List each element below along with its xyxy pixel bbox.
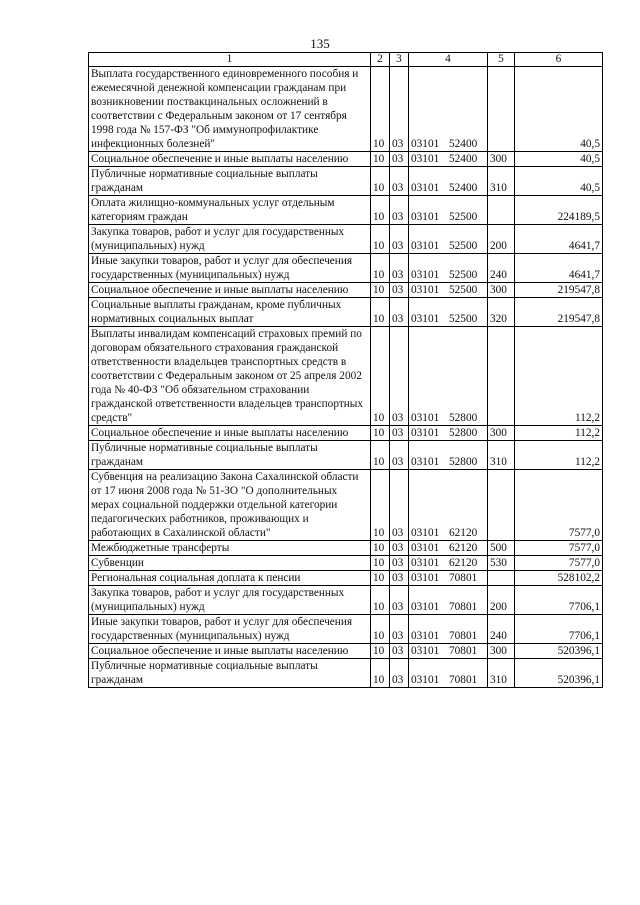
row-rz-cell: 10 (371, 298, 390, 327)
row-pr-cell: 03 (390, 441, 409, 470)
row-csr-cell (409, 556, 488, 571)
row-name-cell: Социальное обеспечение и иные выплаты населению (89, 644, 371, 659)
csr-program-code: 03101 (411, 240, 440, 252)
row-vr-cell (488, 67, 515, 152)
csr-direction-code: 52400 (449, 138, 478, 150)
row-vr-cell: 310 (488, 441, 515, 470)
row-csr-cell (409, 196, 488, 225)
row-amount-cell: 7577,0 (515, 470, 603, 541)
row-amount-cell: 40,5 (515, 152, 603, 167)
budget-table (88, 52, 603, 688)
row-name-cell: Иные закупки товаров, работ и услуг для обеспечения государственных (муниципальных) нужд (89, 615, 371, 644)
row-rz-cell: 10 (371, 659, 390, 688)
csr-program-code: 03101 (411, 674, 440, 686)
csr-program-code: 03101 (411, 527, 440, 539)
row-name-cell: Субвенция на реализацию Закона Сахалинской области от 17 июня 2008 года № 51-ЗО "О дополнительных мерах социальной поддержки отдельной категории педагогических работников, проживающих и работающих в Сахалинской области" (89, 470, 371, 541)
row-rz-cell: 10 (371, 556, 390, 571)
row-csr-cell (409, 441, 488, 470)
csr-direction-code: 52500 (449, 240, 478, 252)
csr-program-code: 03101 (411, 601, 440, 613)
row-name-cell: Социальное обеспечение и иные выплаты населению (89, 426, 371, 441)
csr-direction-code: 52500 (449, 313, 478, 325)
header-row (89, 53, 603, 67)
row-csr-cell (409, 615, 488, 644)
row-pr-cell: 03 (390, 586, 409, 615)
table-row (89, 67, 603, 152)
row-pr-cell: 03 (390, 556, 409, 571)
table-row (89, 659, 603, 688)
csr-direction-code: 70801 (449, 572, 478, 584)
row-name-cell: Закупка товаров, работ и услуг для государственных (муниципальных) нужд (89, 586, 371, 615)
row-csr-cell (409, 225, 488, 254)
row-name-cell: Публичные нормативные социальные выплаты гражданам (89, 441, 371, 470)
row-vr-cell: 300 (488, 152, 515, 167)
row-amount-cell: 7577,0 (515, 556, 603, 571)
row-csr-cell (409, 426, 488, 441)
row-vr-cell: 320 (488, 298, 515, 327)
row-csr-cell (409, 67, 488, 152)
row-vr-cell: 300 (488, 426, 515, 441)
row-csr-cell (409, 298, 488, 327)
row-rz-cell: 10 (371, 327, 390, 426)
row-rz-cell: 10 (371, 152, 390, 167)
csr-program-code: 03101 (411, 269, 440, 281)
table-row (89, 541, 603, 556)
row-csr-cell (409, 659, 488, 688)
page-number: 135 (310, 36, 330, 51)
row-pr-cell: 03 (390, 254, 409, 283)
row-csr-cell (409, 327, 488, 426)
row-vr-cell: 200 (488, 586, 515, 615)
row-name-cell: Закупка товаров, работ и услуг для государственных (муниципальных) нужд (89, 225, 371, 254)
row-pr-cell: 03 (390, 644, 409, 659)
row-csr-cell (409, 644, 488, 659)
row-rz-cell: 10 (371, 441, 390, 470)
row-vr-cell (488, 470, 515, 541)
row-csr-cell (409, 541, 488, 556)
row-rz-cell: 10 (371, 225, 390, 254)
row-amount-cell: 7706,1 (515, 615, 603, 644)
row-amount-cell: 4641,7 (515, 254, 603, 283)
row-name-cell: Региональная социальная доплата к пенсии (89, 571, 371, 586)
csr-program-code: 03101 (411, 557, 440, 569)
row-pr-cell: 03 (390, 283, 409, 298)
table-row (89, 196, 603, 225)
row-rz-cell: 10 (371, 571, 390, 586)
table-row (89, 586, 603, 615)
row-pr-cell: 03 (390, 196, 409, 225)
csr-program-code: 03101 (411, 412, 440, 424)
row-amount-cell: 7577,0 (515, 541, 603, 556)
row-csr-cell (409, 254, 488, 283)
row-csr-cell (409, 586, 488, 615)
row-name-cell: Оплата жилищно-коммунальных услуг отдельным категориям граждан (89, 196, 371, 225)
row-name-cell: Социальное обеспечение и иные выплаты населению (89, 283, 371, 298)
csr-program-code: 03101 (411, 456, 440, 468)
header-col-vr: 5 (488, 53, 515, 67)
table-row (89, 327, 603, 426)
csr-program-code: 03101 (411, 572, 440, 584)
csr-direction-code: 62120 (449, 557, 478, 569)
row-amount-cell: 219547,8 (515, 283, 603, 298)
csr-program-code: 03101 (411, 313, 440, 325)
table-row (89, 470, 603, 541)
row-amount-cell: 520396,1 (515, 644, 603, 659)
csr-direction-code: 70801 (449, 674, 478, 686)
csr-direction-code: 52800 (449, 427, 478, 439)
row-amount-cell: 224189,5 (515, 196, 603, 225)
row-name-cell: Выплаты инвалидам компенсаций страховых премий по договорам обязательного страхования гражданской ответственности владельцев транспортных средств в соответствии с Федеральным законом от 25 апреля 2002 года № 40-ФЗ "Об обязательном страховании гражданской ответственности владельцев транспортных средств" (89, 327, 371, 426)
row-rz-cell: 10 (371, 586, 390, 615)
row-pr-cell: 03 (390, 470, 409, 541)
csr-program-code: 03101 (411, 542, 440, 554)
row-amount-cell: 112,2 (515, 441, 603, 470)
row-vr-cell (488, 571, 515, 586)
csr-direction-code: 52800 (449, 456, 478, 468)
row-pr-cell: 03 (390, 167, 409, 196)
row-pr-cell: 03 (390, 225, 409, 254)
csr-direction-code: 70801 (449, 645, 478, 657)
table-row (89, 426, 603, 441)
header-col-amount: 6 (515, 53, 603, 67)
csr-direction-code: 52400 (449, 153, 478, 165)
row-pr-cell: 03 (390, 67, 409, 152)
table-row (89, 556, 603, 571)
row-csr-cell (409, 152, 488, 167)
csr-direction-code: 70801 (449, 601, 478, 613)
row-vr-cell: 200 (488, 225, 515, 254)
row-amount-cell: 40,5 (515, 167, 603, 196)
row-amount-cell: 219547,8 (515, 298, 603, 327)
row-rz-cell: 10 (371, 470, 390, 541)
csr-program-code: 03101 (411, 153, 440, 165)
row-name-cell: Публичные нормативные социальные выплаты гражданам (89, 167, 371, 196)
header-col-csr: 4 (409, 53, 488, 67)
csr-program-code: 03101 (411, 138, 440, 150)
table-row (89, 152, 603, 167)
row-name-cell: Публичные нормативные социальные выплаты гражданам (89, 659, 371, 688)
csr-direction-code: 52500 (449, 284, 478, 296)
row-vr-cell: 310 (488, 167, 515, 196)
row-vr-cell: 300 (488, 283, 515, 298)
row-name-cell: Иные закупки товаров, работ и услуг для обеспечения государственных (муниципальных) нужд (89, 254, 371, 283)
row-pr-cell: 03 (390, 615, 409, 644)
row-rz-cell: 10 (371, 67, 390, 152)
csr-program-code: 03101 (411, 630, 440, 642)
row-name-cell: Межбюджетные трансферты (89, 541, 371, 556)
table-row (89, 225, 603, 254)
csr-program-code: 03101 (411, 182, 440, 194)
csr-direction-code: 52400 (449, 182, 478, 194)
row-csr-cell (409, 470, 488, 541)
row-csr-cell (409, 167, 488, 196)
table-row (89, 615, 603, 644)
row-amount-cell: 520396,1 (515, 659, 603, 688)
table-row (89, 571, 603, 586)
header-col-rz: 2 (371, 53, 390, 67)
csr-direction-code: 52800 (449, 412, 478, 424)
row-pr-cell: 03 (390, 659, 409, 688)
csr-direction-code: 62120 (449, 542, 478, 554)
row-vr-cell: 300 (488, 644, 515, 659)
csr-program-code: 03101 (411, 427, 440, 439)
row-csr-cell (409, 283, 488, 298)
row-vr-cell: 240 (488, 254, 515, 283)
row-name-cell: Субвенции (89, 556, 371, 571)
row-amount-cell: 112,2 (515, 327, 603, 426)
table-row (89, 254, 603, 283)
row-rz-cell: 10 (371, 426, 390, 441)
row-pr-cell: 03 (390, 298, 409, 327)
row-pr-cell: 03 (390, 571, 409, 586)
row-vr-cell: 500 (488, 541, 515, 556)
row-rz-cell: 10 (371, 283, 390, 298)
row-amount-cell: 7706,1 (515, 586, 603, 615)
csr-direction-code: 52500 (449, 269, 478, 281)
row-amount-cell: 112,2 (515, 426, 603, 441)
row-name-cell: Социальное обеспечение и иные выплаты населению (89, 152, 371, 167)
csr-program-code: 03101 (411, 284, 440, 296)
header-col-name: 1 (89, 53, 371, 67)
row-pr-cell: 03 (390, 327, 409, 426)
row-vr-cell: 310 (488, 659, 515, 688)
csr-program-code: 03101 (411, 211, 440, 223)
row-vr-cell: 530 (488, 556, 515, 571)
row-csr-cell (409, 571, 488, 586)
row-rz-cell: 10 (371, 196, 390, 225)
row-rz-cell: 10 (371, 644, 390, 659)
csr-direction-code: 70801 (449, 630, 478, 642)
csr-program-code: 03101 (411, 645, 440, 657)
table-row (89, 644, 603, 659)
header-col-pr: 3 (390, 53, 409, 67)
row-rz-cell: 10 (371, 254, 390, 283)
table-row (89, 167, 603, 196)
row-rz-cell: 10 (371, 615, 390, 644)
row-amount-cell: 4641,7 (515, 225, 603, 254)
row-amount-cell: 40,5 (515, 67, 603, 152)
row-pr-cell: 03 (390, 541, 409, 556)
csr-direction-code: 62120 (449, 527, 478, 539)
row-name-cell: Выплата государственного единовременного пособия и ежемесячной денежной компенсации гражданам при возникновении поствакцинальных осложнений в соответствии с Федеральным законом от 17 сентября 1998 года № 157-ФЗ "Об иммунопрофилактике инфекционных болезней" (89, 67, 371, 152)
table-row (89, 441, 603, 470)
row-name-cell: Социальные выплаты гражданам, кроме публичных нормативных социальных выплат (89, 298, 371, 327)
table-row (89, 283, 603, 298)
row-vr-cell: 240 (488, 615, 515, 644)
row-vr-cell (488, 327, 515, 426)
row-vr-cell (488, 196, 515, 225)
table-row (89, 298, 603, 327)
row-amount-cell: 528102,2 (515, 571, 603, 586)
csr-direction-code: 52500 (449, 211, 478, 223)
row-rz-cell: 10 (371, 167, 390, 196)
row-rz-cell: 10 (371, 541, 390, 556)
row-pr-cell: 03 (390, 426, 409, 441)
row-pr-cell: 03 (390, 152, 409, 167)
